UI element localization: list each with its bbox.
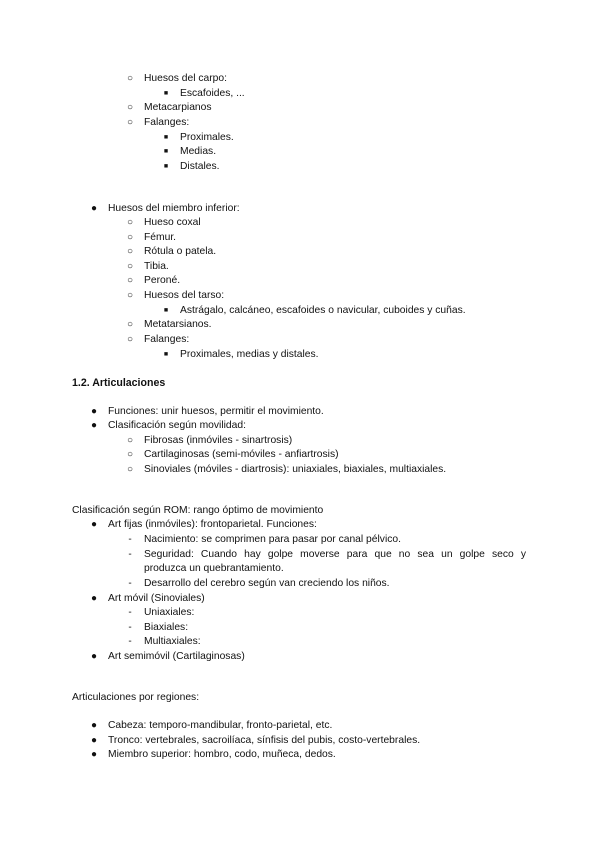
square-bullet-icon: ■ xyxy=(163,148,169,155)
dash-bullet-icon: - xyxy=(128,549,132,560)
list-item: Huesos del tarso: xyxy=(144,290,225,301)
list-item: Metacarpianos xyxy=(144,102,212,113)
dot-bullet-icon: ● xyxy=(90,651,98,662)
dash-bullet-icon: - xyxy=(128,534,132,545)
list-item: Proximales. xyxy=(180,132,234,143)
list-item: Metatarsianos. xyxy=(144,319,212,330)
list-item: Nacimiento: se comprimen para pasar por canal pélvico. xyxy=(144,534,401,545)
list-item: Escafoides, ... xyxy=(180,88,245,99)
list-item: Art semimóvil (Cartilaginosas) xyxy=(108,651,245,662)
circle-bullet-icon: ○ xyxy=(126,275,134,286)
list-item: Cabeza: temporo-mandibular, fronto-parietal, etc. xyxy=(108,720,333,731)
dash-bullet-icon: - xyxy=(128,578,132,589)
list-item: Uniaxiales: xyxy=(144,607,195,618)
list-item-continuation: produzca un quebrantamiento. xyxy=(144,563,284,574)
list-item: Rótula o patela. xyxy=(144,246,217,257)
circle-bullet-icon: ○ xyxy=(126,73,134,84)
square-bullet-icon: ■ xyxy=(163,351,169,358)
paragraph: Clasificación según ROM: rango óptimo de movimiento xyxy=(72,505,324,516)
list-item: Art móvil (Sinoviales) xyxy=(108,593,205,604)
list-item: Proximales, medias y distales. xyxy=(180,349,319,360)
circle-bullet-icon: ○ xyxy=(126,217,134,228)
dot-bullet-icon: ● xyxy=(90,203,98,214)
list-item: Falanges: xyxy=(144,334,190,345)
list-item: Biaxiales: xyxy=(144,622,189,633)
section-heading: 1.2. Articulaciones xyxy=(72,377,166,389)
list-item: Distales. xyxy=(180,161,220,172)
dash-bullet-icon: - xyxy=(128,622,132,633)
circle-bullet-icon: ○ xyxy=(126,290,134,301)
list-item: Art fijas (inmóviles): frontoparietal. Funciones: xyxy=(108,519,317,530)
square-bullet-icon: ■ xyxy=(163,163,169,170)
circle-bullet-icon: ○ xyxy=(126,319,134,330)
list-item: Seguridad: Cuando hay golpe moverse para que no sea un golpe seco y xyxy=(144,549,526,560)
list-item: Miembro superior: hombro, codo, muñeca, dedos. xyxy=(108,749,336,760)
list-item: Hueso coxal xyxy=(144,217,201,228)
list-item: Clasificación según movilidad: xyxy=(108,420,246,431)
list-item: Cartilaginosas (semi-móviles - anfiartrosis) xyxy=(144,449,339,460)
list-item: Huesos del miembro inferior: xyxy=(108,203,240,214)
circle-bullet-icon: ○ xyxy=(126,435,134,446)
list-item: Astrágalo, calcáneo, escafoides o navicular, cuboides y cuñas. xyxy=(180,305,466,316)
dash-bullet-icon: - xyxy=(128,636,132,647)
circle-bullet-icon: ○ xyxy=(126,246,134,257)
circle-bullet-icon: ○ xyxy=(126,232,134,243)
list-item: Huesos del carpo: xyxy=(144,73,227,84)
list-item: Fibrosas (inmóviles - sinartrosis) xyxy=(144,435,293,446)
dot-bullet-icon: ● xyxy=(90,749,98,760)
list-item: Desarrollo del cerebro según van creciendo los niños. xyxy=(144,578,390,589)
dash-bullet-icon: - xyxy=(128,607,132,618)
dot-bullet-icon: ● xyxy=(90,720,98,731)
dot-bullet-icon: ● xyxy=(90,406,98,417)
list-item: Peroné. xyxy=(144,275,181,286)
list-item: Funciones: unir huesos, permitir el movimiento. xyxy=(108,406,324,417)
square-bullet-icon: ■ xyxy=(163,90,169,97)
list-item: Falanges: xyxy=(144,117,190,128)
list-item: Tronco: vertebrales, sacroilíaca, sínfisis del pubis, costo-vertebrales. xyxy=(108,735,421,746)
circle-bullet-icon: ○ xyxy=(126,464,134,475)
circle-bullet-icon: ○ xyxy=(126,117,134,128)
square-bullet-icon: ■ xyxy=(163,307,169,314)
circle-bullet-icon: ○ xyxy=(126,334,134,345)
list-item: Medias. xyxy=(180,146,217,157)
list-item: Multiaxiales: xyxy=(144,636,201,647)
dot-bullet-icon: ● xyxy=(90,519,98,530)
list-item: Fémur. xyxy=(144,232,177,243)
circle-bullet-icon: ○ xyxy=(126,261,134,272)
list-item: Sinoviales (móviles - diartrosis): uniaxiales, biaxiales, multiaxiales. xyxy=(144,464,447,475)
circle-bullet-icon: ○ xyxy=(126,449,134,460)
circle-bullet-icon: ○ xyxy=(126,102,134,113)
list-item: Tibia. xyxy=(144,261,169,272)
dot-bullet-icon: ● xyxy=(90,735,98,746)
dot-bullet-icon: ● xyxy=(90,593,98,604)
square-bullet-icon: ■ xyxy=(163,134,169,141)
dot-bullet-icon: ● xyxy=(90,420,98,431)
paragraph: Articulaciones por regiones: xyxy=(72,692,200,703)
